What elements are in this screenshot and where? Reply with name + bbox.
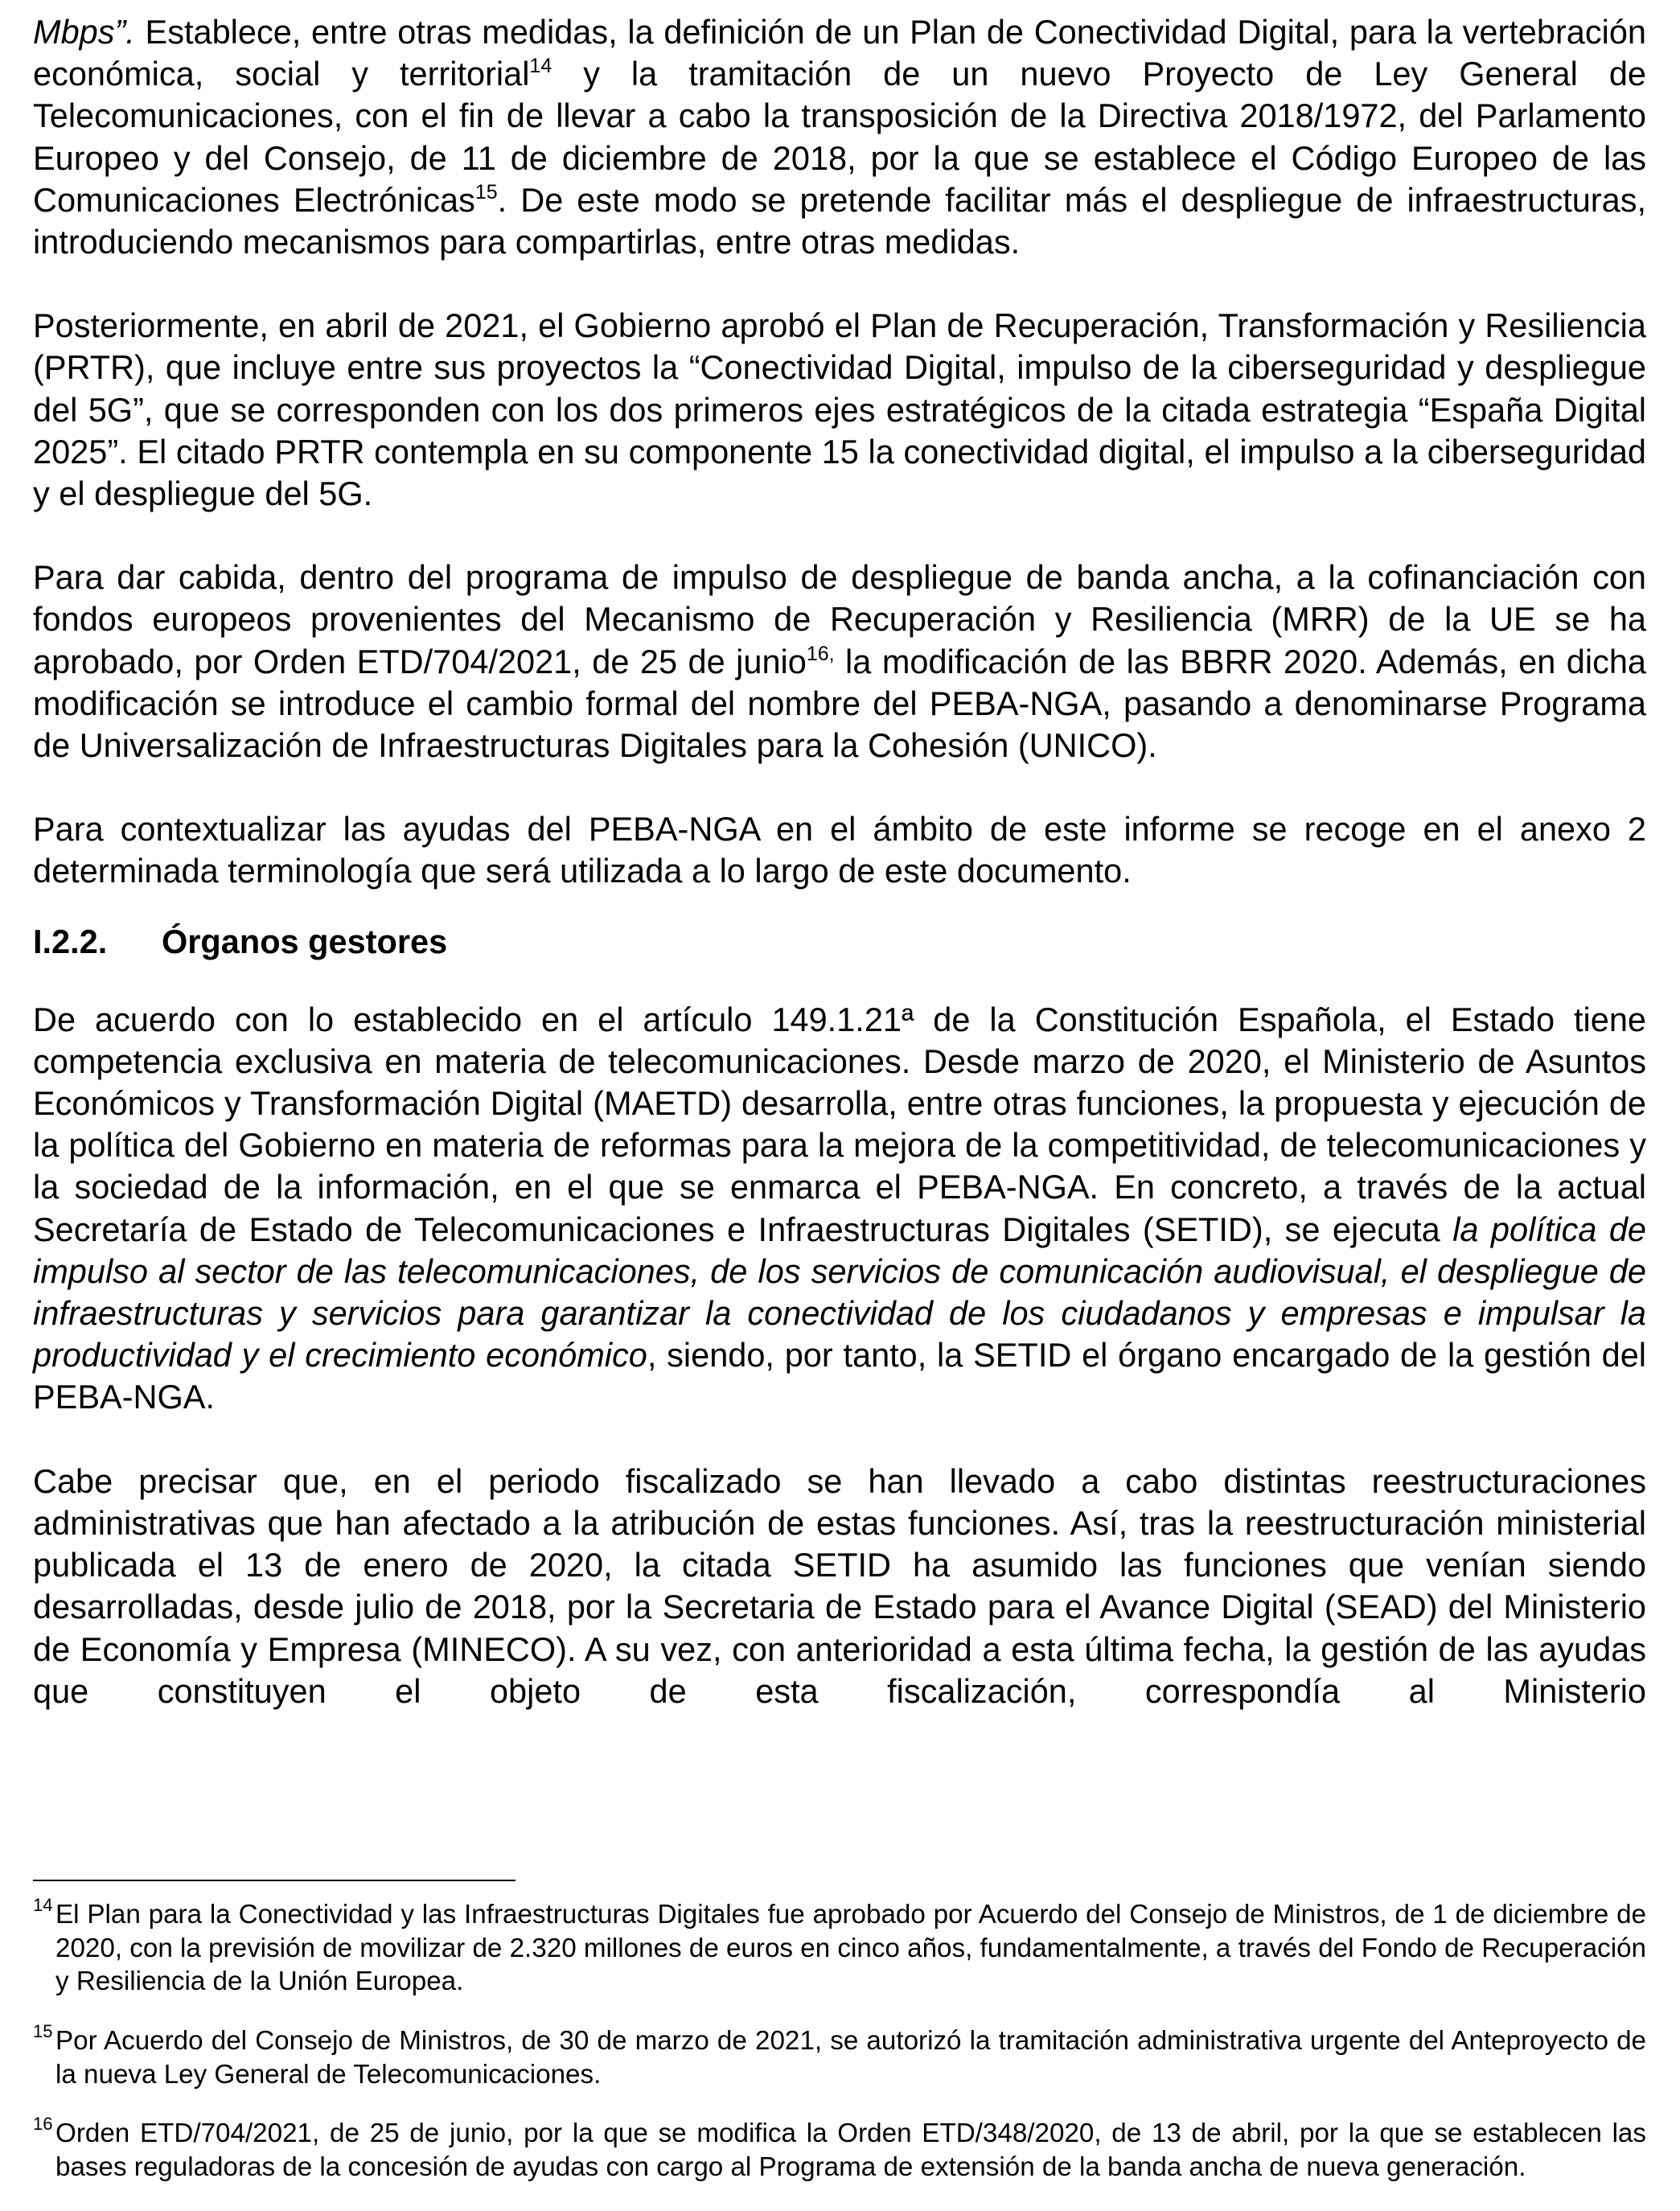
paragraph-text: De acuerdo con lo establecido en el artículo 149.1.21ª de la Constitución Española, el Estado tiene competencia exclusiva en materia de telecomunicaciones. Desde marzo de 2020, el Ministerio de Asuntos Económicos y Transformación Digital (MAETD) desarrolla, entre otras funciones, la propuesta y ejecución de la política del Gobierno en materia de reformas para la mejora de la competitividad, de telecomunicaciones y la sociedad de la información, en el que se enmarca el PEBA-NGA. En concreto, a través de la actual Secretaría de Estado de Telecomunicaciones e Infraestructuras Digitales (SETID), se ejecuta xyxy=(33,1000,1646,1248)
footnote-text: Orden ETD/704/2021, de 25 de junio, por la que se modifica la Orden ETD/348/2020, de 13 de abril, por la que se establecen las bases reguladoras de la concesión de ayudas con cargo al Programa de extensión de la banda ancha de nueva generación. xyxy=(55,2119,1646,2182)
footnote-16 xyxy=(33,2114,1646,2184)
paragraph-prtr: Posteriormente, en abril de 2021, el Gobierno aprobó el Plan de Recuperación, Transformación y Resiliencia (PRTR), que incluye entre sus proyectos la “Conectividad Digital, impulso de la ciberseguridad y despliegue del 5G”, que se corresponden con los dos primeros ejes estratégicos de la citada estrategia “España Digital 2025”. El citado PRTR contempla en su componente 15 la conectividad digital, el impulso a la ciberseguridad y el despliegue del 5G. xyxy=(33,306,1646,513)
paragraph-text: Establece, entre otras medidas, la definición de un Plan de Conectividad Digital, para la vertebración económica, social y territorial xyxy=(33,13,1646,93)
italic-quote: la política de impulso al sector de las telecomunicaciones, de los servicios de comunicación audiovisual, el despliegue de infraestructuras y servicios para garantizar la conectividad de los ciudadanos y empresas e impulsar la productividad y el crecimiento económico xyxy=(33,1210,1646,1375)
paragraph-text: Para dar cabida, dentro del programa de impulso de despliegue de banda ancha, a la cofinanciación con fondos europeos provenientes del Mecanismo de Recuperación y Resiliencia (MRR) de la UE se ha aprobado, por Orden ETD/704/2021, de 25 de junio xyxy=(33,558,1646,680)
footnote-number: 15 xyxy=(33,2021,53,2041)
paragraph-text: . De este modo se pretende facilitar más el despliegue de infraestructuras, introduciendo mecanismos para compartirlas, entre otras medidas. xyxy=(33,180,1646,261)
footnote-14 xyxy=(33,1895,1646,1999)
section-number: I.2.2. xyxy=(33,922,108,960)
paragraph-cofinanciacion xyxy=(33,557,1646,766)
paragraph-text: y la tramitación de un nuevo Proyecto de Ley General de Telecomunicaciones, con el fin de llevar a cabo la transposición de la Directiva 2018/1972, del Parlamento Europeo y del Consejo, de 11 de diciembre de 2018, por la que se establece el Código Europeo de las Comunicaciones Electrónicas xyxy=(33,55,1646,219)
footnote-text: El Plan para la Conectividad y las Infraestructuras Digitales fue aprobado por Acuerdo del Consejo de Ministros, de 1 de diciembre de 2020, con la previsión de movilizar de 2.320 millones de euros en cinco años, fundamentalmente, a través del Fondo de Recuperación y Resiliencia de la Unión Europea. xyxy=(55,1900,1646,1997)
footnote-ref-15[interactable]: 15 xyxy=(474,180,498,203)
paragraph-text: , siendo, por tanto, la SETID el órgano encargado de la gestión del PEBA-NGA. xyxy=(33,1336,1646,1416)
paragraph-plan-conectividad xyxy=(33,11,1646,263)
footnote-number: 14 xyxy=(33,1895,53,1915)
paragraph-reestructuraciones: Cabe precisar que, en el periodo fiscalizado se han llevado a cabo distintas reestructuraciones administrativas que han afectado a la atribución de estas funciones. Así, tras la reestructuración ministerial publicada el 13 de enero de 2020, la citada SETID ha asumido las funciones que venían siendo desarrolladas, desde julio de 2018, por la Secretaria de Estado para el Avance Digital (SEAD) del Ministerio de Economía y Empresa (MINECO). A su vez, con anterioridad a esta última fecha, la gestión de las ayudas que constituyen el objeto de esta fiscalización, correspondía al Ministerio xyxy=(33,1461,1646,1710)
footnote-text: Por Acuerdo del Consejo de Ministros, de 30 de marzo de 2021, se autorizó la tramitación administrativa urgente del Anteproyecto de la nueva Ley General de Telecomunicaciones. xyxy=(55,2026,1646,2090)
italic-lead: Mbps”. xyxy=(33,13,135,51)
footnote-separator xyxy=(33,1880,516,1881)
paragraph-text: la modificación de las BBRR 2020. Además, en dicha modificación se introduce el cambio formal del nombre del PEBA-NGA, pasando a denominarse Programa de Universalización de Infraestructuras Digitales para la Cohesión (UNICO). xyxy=(33,642,1646,765)
section-title: Órganos gestores xyxy=(162,922,448,960)
document-body xyxy=(33,11,1646,1712)
paragraph-competencia xyxy=(33,999,1646,1419)
footnote-ref-14[interactable]: 14 xyxy=(529,55,552,78)
footnote-number: 16 xyxy=(33,2114,53,2134)
paragraph-terminologia: Para contextualizar las ayudas del PEBA-NGA en el ámbito de este informe se recoge en el anexo 2 determinada terminología que será utilizada a lo largo de este documento. xyxy=(33,810,1646,890)
footnote-15 xyxy=(33,2021,1646,2091)
section-heading xyxy=(33,921,1646,963)
footnote-ref-16[interactable]: 16, xyxy=(806,642,835,665)
